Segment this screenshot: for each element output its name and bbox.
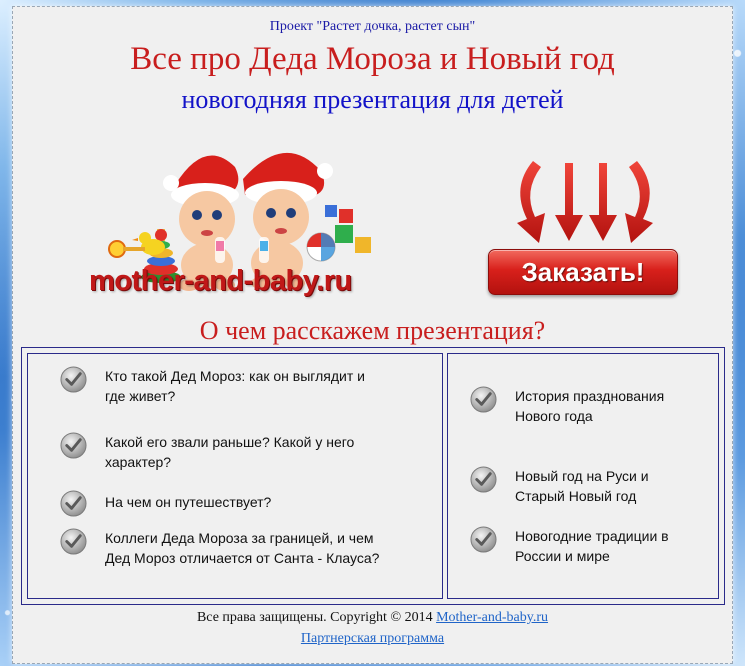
checkmark-icon — [60, 528, 87, 555]
checkmark-icon — [470, 386, 497, 413]
checkmark-icon — [60, 366, 87, 393]
topic-text: Кто такой Дед Мороз: как он выглядит и где живет? — [105, 368, 365, 404]
copyright-text: Все права защищены. Copyright © 2014 — [196, 610, 433, 625]
topics-right-column — [447, 353, 719, 599]
topics-heading: О чем расскажем презентация? — [199, 316, 546, 345]
order-button[interactable]: Заказать! — [488, 249, 678, 295]
checkmark-icon — [60, 432, 87, 459]
list-item — [470, 386, 675, 426]
page-title: Все про Деда Мороза и Новый год — [130, 41, 615, 77]
list-item — [60, 366, 385, 406]
list-item — [470, 526, 675, 566]
topic-text: Новый год на Руси и Старый Новый год — [515, 468, 649, 504]
list-item — [60, 528, 395, 568]
project-line: Проект "Растет дочка, растет сын" — [269, 19, 476, 34]
topic-text: Новогодние традиции в России и мире — [515, 528, 669, 564]
site-link[interactable]: Mother-and-baby.ru — [436, 610, 549, 625]
topic-text: Какой его звали раньше? Какой у него характер? — [105, 434, 355, 470]
partner-program-link[interactable]: Партнерская программа — [300, 631, 445, 646]
list-item — [470, 466, 675, 506]
checkmark-icon — [60, 490, 87, 517]
page-subtitle: новогодняя презентация для детей — [181, 85, 564, 114]
logo-text: mother-and-baby.ru — [89, 265, 352, 297]
footer-copyright — [13, 610, 732, 626]
checkmark-icon — [470, 526, 497, 553]
topic-text: История празднования Нового года — [515, 388, 665, 424]
arrows-down-icon — [505, 157, 665, 247]
topics-box — [21, 347, 725, 605]
checkmark-icon — [470, 466, 497, 493]
topics-left-column — [27, 353, 443, 599]
topic-text: Коллеги Деда Мороза за границей, и чем Дед Мороз отличается от Санта - Клауса? — [105, 530, 380, 566]
list-item — [60, 490, 385, 517]
topic-text: На чем он путешествует? — [105, 494, 272, 510]
page-frame — [12, 6, 733, 664]
list-item — [60, 432, 385, 472]
footer-partner — [13, 631, 732, 647]
